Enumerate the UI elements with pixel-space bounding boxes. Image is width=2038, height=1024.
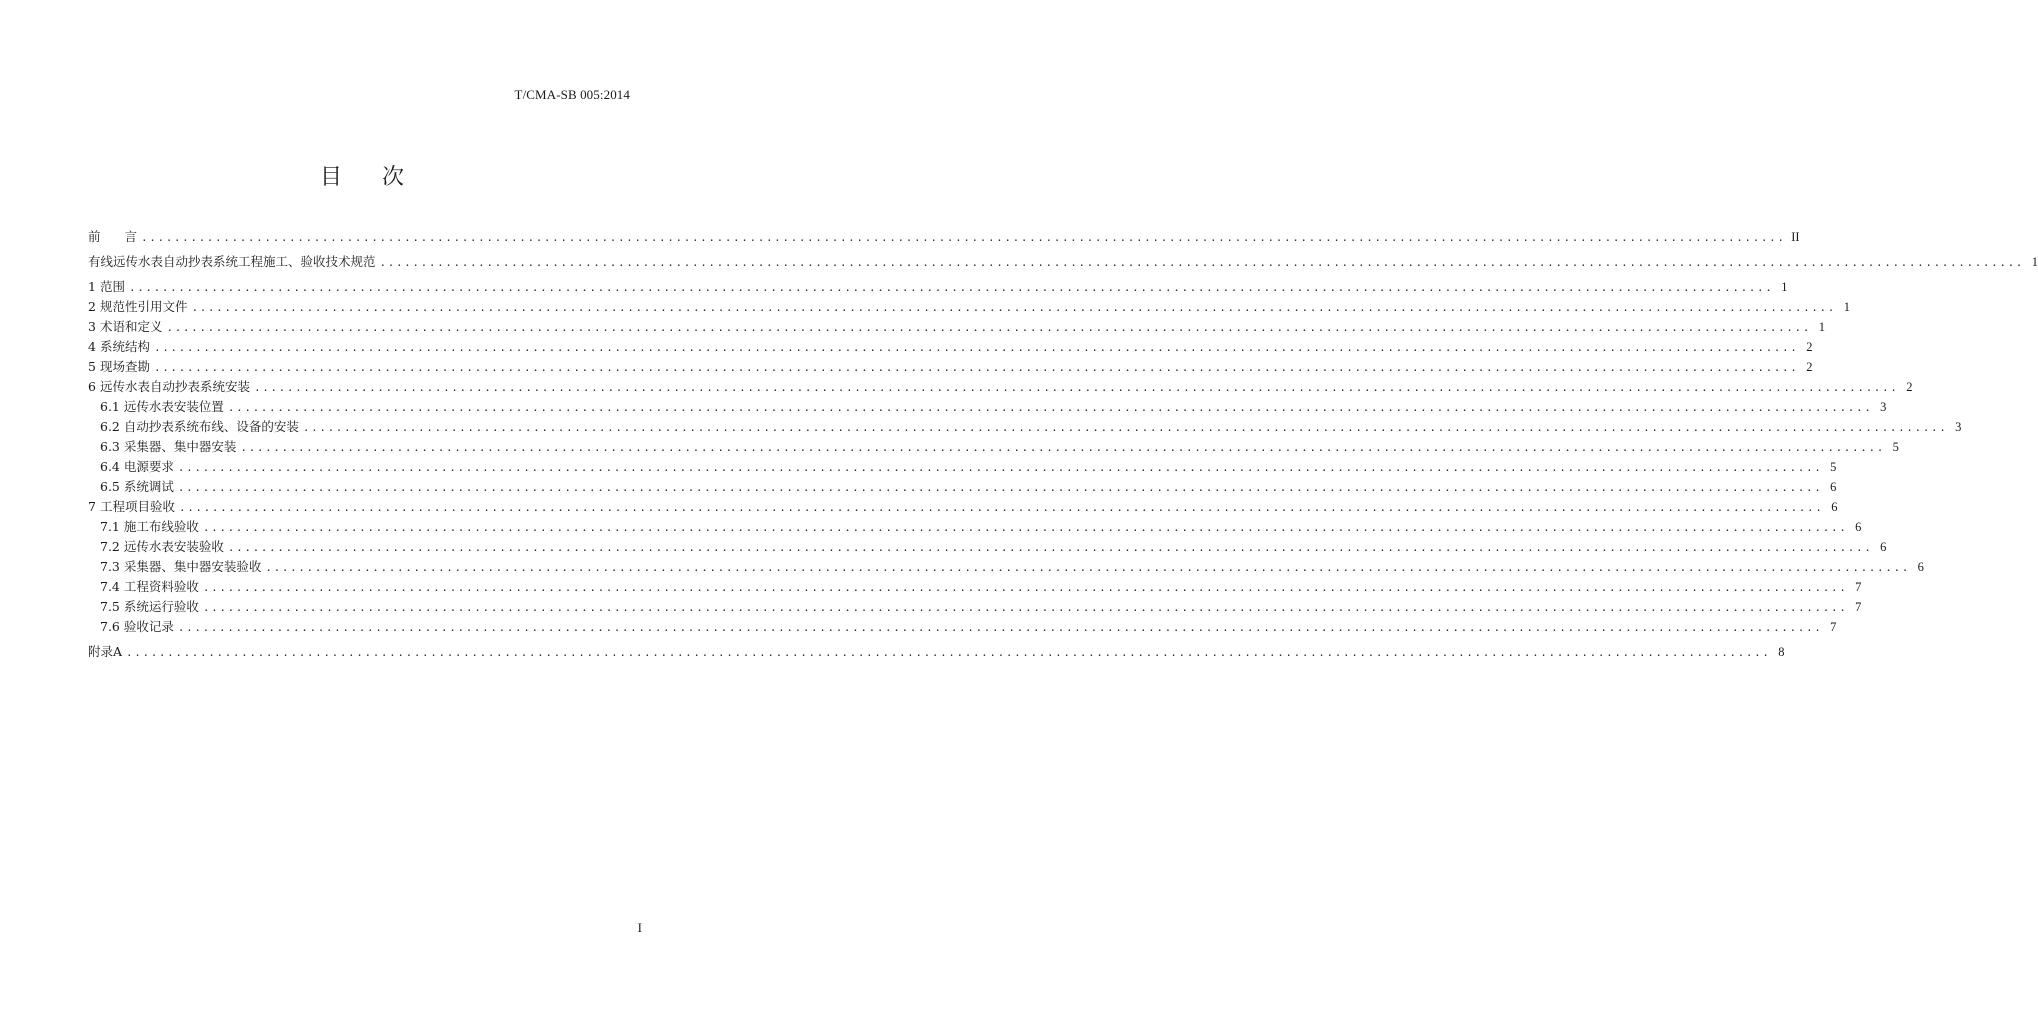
toc-leader-dots: ........................................................................................................................................................................................................ [202, 601, 1848, 614]
toc-entry-text: 采集器、集中器安装验收 [123, 559, 262, 574]
toc-subentry[interactable] [88, 557, 1924, 577]
toc-leader-dots: ........................................................................................................................................................................................................ [302, 421, 1948, 434]
toc-entry-preface[interactable] [88, 227, 1800, 247]
toc-entry-label [100, 397, 224, 416]
toc-leader-dots: ........................................................................................................................................................................................................ [202, 581, 1848, 594]
toc-leader-dots: ........................................................................................................................................................................................................ [240, 441, 1885, 454]
toc-entry-label [88, 357, 150, 376]
toc-entry-page: 1 [2031, 255, 2038, 269]
page-number: I [637, 920, 642, 935]
toc-entry-page: 6 [1831, 500, 1838, 514]
toc-subentry[interactable] [88, 477, 1837, 497]
standard-code: T/CMA-SB 005:2014 [514, 87, 630, 102]
toc-entry-page: 6 [1830, 480, 1837, 494]
toc-leader-dots: ........................................................................................................................................................................................................ [227, 401, 1873, 414]
toc-entry-page: 5 [1830, 460, 1837, 474]
toc-leader-dots: ........................................................................................................................................................................................................ [191, 301, 1836, 314]
toc-entry-number: 3 [88, 319, 96, 334]
toc-entry-main-title[interactable] [88, 252, 2038, 272]
toc-entry-page: 2 [1806, 360, 1813, 374]
toc-entry-number: 7.1 [100, 519, 120, 534]
toc-leader-dots: ........................................................................................................................................................................................................ [126, 646, 1771, 659]
toc-leader-dots: ........................................................................................................................................................................................................ [128, 281, 1774, 294]
toc-leader-dots: ........................................................................................................................................................................................................ [379, 256, 2025, 269]
toc-entry[interactable] [88, 497, 1838, 517]
toc-entry-text: 远传水表自动抄表系统安装 [99, 379, 250, 394]
toc-entry-number: 6.1 [100, 399, 120, 414]
toc-entry-text: 工程资料验收 [123, 579, 199, 594]
toc-entry-label-part: 前 [88, 229, 101, 244]
toc-entry-page: 7 [1855, 580, 1862, 594]
toc-entry-label [100, 617, 174, 636]
toc-leader-dots: ........................................................................................................................................................................................................ [177, 461, 1823, 474]
toc-entry-number: 6.4 [100, 459, 120, 474]
toc-entry-label [88, 277, 125, 296]
toc-subentry[interactable] [88, 617, 1837, 637]
toc-entry-label [100, 477, 174, 496]
toc-subentry[interactable] [88, 517, 1862, 537]
toc-entry-page: 3 [1955, 420, 1962, 434]
toc-title-char-2: 次 [382, 165, 405, 190]
toc-entry-label [100, 597, 199, 616]
toc-entry-number: 7.5 [100, 599, 120, 614]
toc-entry-label [88, 227, 137, 246]
toc-leader-dots: ........................................................................................................................................................................................................ [177, 621, 1823, 634]
toc-leader-dots: ........................................................................................................................................................................................................ [166, 321, 1811, 334]
toc-entry-label [100, 537, 224, 556]
toc-entry-page: 8 [1778, 645, 1785, 659]
toc-entry-page: 7 [1855, 600, 1862, 614]
toc-entry-page: 6 [1917, 560, 1924, 574]
toc-entry-number: 6.5 [100, 479, 120, 494]
toc-leader-dots: ........................................................................................................................................................................................................ [202, 521, 1848, 534]
toc-entry-text: 采集器、集中器安装 [123, 439, 237, 454]
toc-entry[interactable] [88, 297, 1850, 317]
toc-entry-page: 1 [1843, 300, 1850, 314]
toc-entry-text: 验收记录 [123, 619, 174, 634]
toc-entry-number: 7.4 [100, 579, 120, 594]
toc-entry-text: 电源要求 [123, 459, 174, 474]
toc-subentry[interactable] [88, 537, 1887, 557]
toc-leader-dots: ........................................................................................................................................................................................................ [177, 481, 1823, 494]
toc-entry-label [88, 497, 175, 516]
toc-entry-text: 范围 [99, 279, 125, 294]
toc-entry-number: 7.2 [100, 539, 120, 554]
toc-entry-text: 自动抄表系统布线、设备的安装 [123, 419, 299, 434]
toc-entry-label: 有线远传水表自动抄表系统工程施工、验收技术规范 [88, 254, 376, 269]
toc-entry-text: 系统调试 [123, 479, 174, 494]
toc-leader-dots: ........................................................................................................................................................................................................ [153, 341, 1799, 354]
toc-entry-page: 6 [1855, 520, 1862, 534]
toc-entry-page: 6 [1880, 540, 1887, 554]
toc-entry-text: 系统结构 [99, 339, 150, 354]
toc-entry[interactable] [88, 377, 1913, 397]
toc-entry-text: 现场查勘 [99, 359, 150, 374]
toc-leader-dots: ........................................................................................................................................................................................................ [153, 361, 1799, 374]
toc-entry[interactable] [88, 357, 1813, 377]
toc-entry-page: 1 [1818, 320, 1825, 334]
toc-leader-dots: ........................................................................................................................................................................................................ [141, 231, 1786, 244]
toc-entry-label [100, 577, 199, 596]
toc-entry-text: 工程项目验收 [99, 499, 175, 514]
toc-entry-label [100, 557, 261, 576]
toc-entry-label [100, 417, 299, 436]
toc-subentry[interactable] [88, 457, 1837, 477]
toc-entry-page: 1 [1781, 280, 1788, 294]
toc-entry-number: 7.6 [100, 619, 120, 634]
toc-leader-dots: ........................................................................................................................................................................................................ [265, 561, 1910, 574]
toc-entry[interactable] [88, 277, 1788, 297]
toc-subentry[interactable] [88, 577, 1862, 597]
toc-entry-text: 术语和定义 [99, 319, 163, 334]
toc-entry-number: 7 [88, 499, 96, 514]
toc-entry-text: 施工布线验收 [123, 519, 199, 534]
toc-entry-label [88, 377, 250, 396]
toc-entry-text: 系统运行验收 [123, 599, 199, 614]
toc-entry-label [100, 437, 236, 456]
toc-entry-number: 4 [88, 339, 96, 354]
toc-entry-number: 5 [88, 359, 96, 374]
table-of-contents [88, 227, 2038, 662]
toc-entry-text: 远传水表安装验收 [123, 539, 224, 554]
toc-entry-label [88, 297, 187, 316]
toc-title [0, 160, 724, 191]
toc-entry-page: 5 [1892, 440, 1899, 454]
toc-entry-page: 2 [1906, 380, 1913, 394]
toc-entry-number: 1 [88, 279, 96, 294]
toc-entry-page: 7 [1830, 620, 1837, 634]
toc-entry-label [100, 517, 199, 536]
toc-entry-number: 6.3 [100, 439, 120, 454]
toc-subentry[interactable] [88, 437, 1899, 457]
toc-entry-page: 3 [1880, 400, 1887, 414]
toc-entry-text: 规范性引用文件 [99, 299, 188, 314]
toc-entry-label [88, 337, 150, 356]
toc-subentry[interactable] [88, 397, 1887, 417]
toc-entry[interactable] [88, 337, 1813, 357]
toc-entry-label: 附录A [88, 644, 123, 659]
toc-entry-number: 6.2 [100, 419, 120, 434]
toc-entry-page: II [1791, 230, 1800, 244]
toc-entry-number: 7.3 [100, 559, 120, 574]
toc-entry-page: 2 [1806, 340, 1813, 354]
toc-entry-number: 6 [88, 379, 96, 394]
toc-entry-text: 远传水表安装位置 [123, 399, 224, 414]
toc-entry-label [88, 317, 162, 336]
toc-leader-dots: ........................................................................................................................................................................................................ [178, 501, 1824, 514]
toc-subentry[interactable] [88, 417, 1962, 437]
toc-entry-number: 2 [88, 299, 96, 314]
toc-leader-dots: ........................................................................................................................................................................................................ [253, 381, 1899, 394]
toc-entry-label [100, 457, 174, 476]
toc-entry-label-part: 言 [124, 229, 138, 244]
toc-entry-appendix[interactable] [88, 642, 1785, 662]
toc-entry[interactable] [88, 317, 1825, 337]
toc-title-char-1: 目 [319, 165, 342, 190]
toc-subentry[interactable] [88, 597, 1862, 617]
toc-leader-dots: ........................................................................................................................................................................................................ [227, 541, 1873, 554]
